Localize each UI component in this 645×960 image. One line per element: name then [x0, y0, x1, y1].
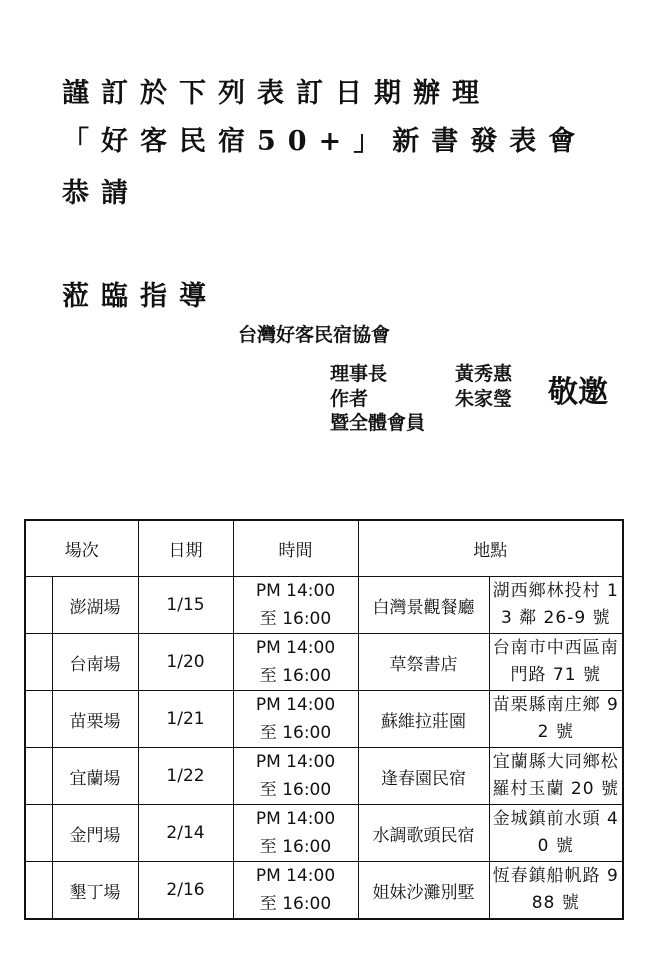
- time-end: 至 16:00: [259, 894, 332, 914]
- table-row: [25, 577, 623, 634]
- table-row: [25, 691, 623, 748]
- invitation-line-3: 恭請: [62, 178, 140, 209]
- session-cell: 墾丁場: [52, 862, 138, 920]
- chair-title: 理事長: [330, 363, 388, 385]
- time-end: 至 16:00: [259, 609, 332, 629]
- row-stub: [25, 634, 52, 691]
- time-start: PM 14:00: [255, 581, 336, 601]
- venue-cell: 草祭書店: [358, 634, 489, 691]
- invite-signature: 敬邀: [548, 375, 608, 410]
- time-cell: [233, 805, 358, 862]
- organization-name: 台灣好客民宿協會: [238, 324, 391, 346]
- time-end: 至 16:00: [259, 723, 332, 743]
- date-cell: 1/21: [138, 691, 233, 748]
- session-cell: 台南場: [52, 634, 138, 691]
- header-location: 地點: [358, 520, 623, 577]
- schedule-table: [24, 519, 624, 920]
- table-row: [25, 805, 623, 862]
- author-name: 朱家瑩: [455, 388, 513, 410]
- date-cell: 1/20: [138, 634, 233, 691]
- invitation-line-2: 「好客民宿50+」新書發表會: [62, 126, 588, 157]
- address-cell: 湖西鄉林投村 13 鄰 26-9 號: [489, 577, 623, 634]
- table-row: [25, 862, 623, 920]
- venue-cell: 白灣景觀餐廳: [358, 577, 489, 634]
- time-start: PM 14:00: [255, 809, 336, 829]
- members-line: 暨全體會員: [330, 412, 426, 434]
- date-cell: 2/14: [138, 805, 233, 862]
- table-header-row: [25, 520, 623, 577]
- header-session: 場次: [25, 520, 138, 577]
- venue-cell: 姐妹沙灘別墅: [358, 862, 489, 920]
- row-stub: [25, 577, 52, 634]
- time-cell: [233, 862, 358, 920]
- time-cell: [233, 577, 358, 634]
- time-cell: [233, 748, 358, 805]
- time-start: PM 14:00: [255, 752, 336, 772]
- header-time: 時間: [233, 520, 358, 577]
- table-row: [25, 634, 623, 691]
- row-stub: [25, 862, 52, 920]
- session-cell: 苗栗場: [52, 691, 138, 748]
- address-cell: 宜蘭縣大同鄉松羅村玉蘭 20 號: [489, 748, 623, 805]
- row-stub: [25, 748, 52, 805]
- date-cell: 1/15: [138, 577, 233, 634]
- time-start: PM 14:00: [255, 638, 336, 658]
- session-cell: 澎湖場: [52, 577, 138, 634]
- venue-cell: 水調歌頭民宿: [358, 805, 489, 862]
- time-cell: [233, 691, 358, 748]
- time-cell: [233, 634, 358, 691]
- session-cell: 宜蘭場: [52, 748, 138, 805]
- row-stub: [25, 805, 52, 862]
- venue-cell: 逢春園民宿: [358, 748, 489, 805]
- header-date: 日期: [138, 520, 233, 577]
- address-cell: 台南市中西區南門路 71 號: [489, 634, 623, 691]
- time-end: 至 16:00: [259, 837, 332, 857]
- address-cell: 苗栗縣南庄鄉 92 號: [489, 691, 623, 748]
- row-stub: [25, 691, 52, 748]
- address-cell: 恆春鎮船帆路 988 號: [489, 862, 623, 920]
- venue-cell: 蘇維拉莊園: [358, 691, 489, 748]
- invitation-line-4: 蒞臨指導: [62, 281, 218, 312]
- chair-name: 黃秀惠: [455, 363, 513, 385]
- invitation-line-1: 謹訂於下列表訂日期辦理: [62, 78, 491, 109]
- session-cell: 金門場: [52, 805, 138, 862]
- date-cell: 1/22: [138, 748, 233, 805]
- date-cell: 2/16: [138, 862, 233, 920]
- time-end: 至 16:00: [259, 780, 332, 800]
- author-title: 作者: [330, 388, 369, 410]
- time-end: 至 16:00: [259, 666, 332, 686]
- time-start: PM 14:00: [255, 866, 336, 886]
- address-cell: 金城鎮前水頭 40 號: [489, 805, 623, 862]
- table-row: [25, 748, 623, 805]
- time-start: PM 14:00: [255, 695, 336, 715]
